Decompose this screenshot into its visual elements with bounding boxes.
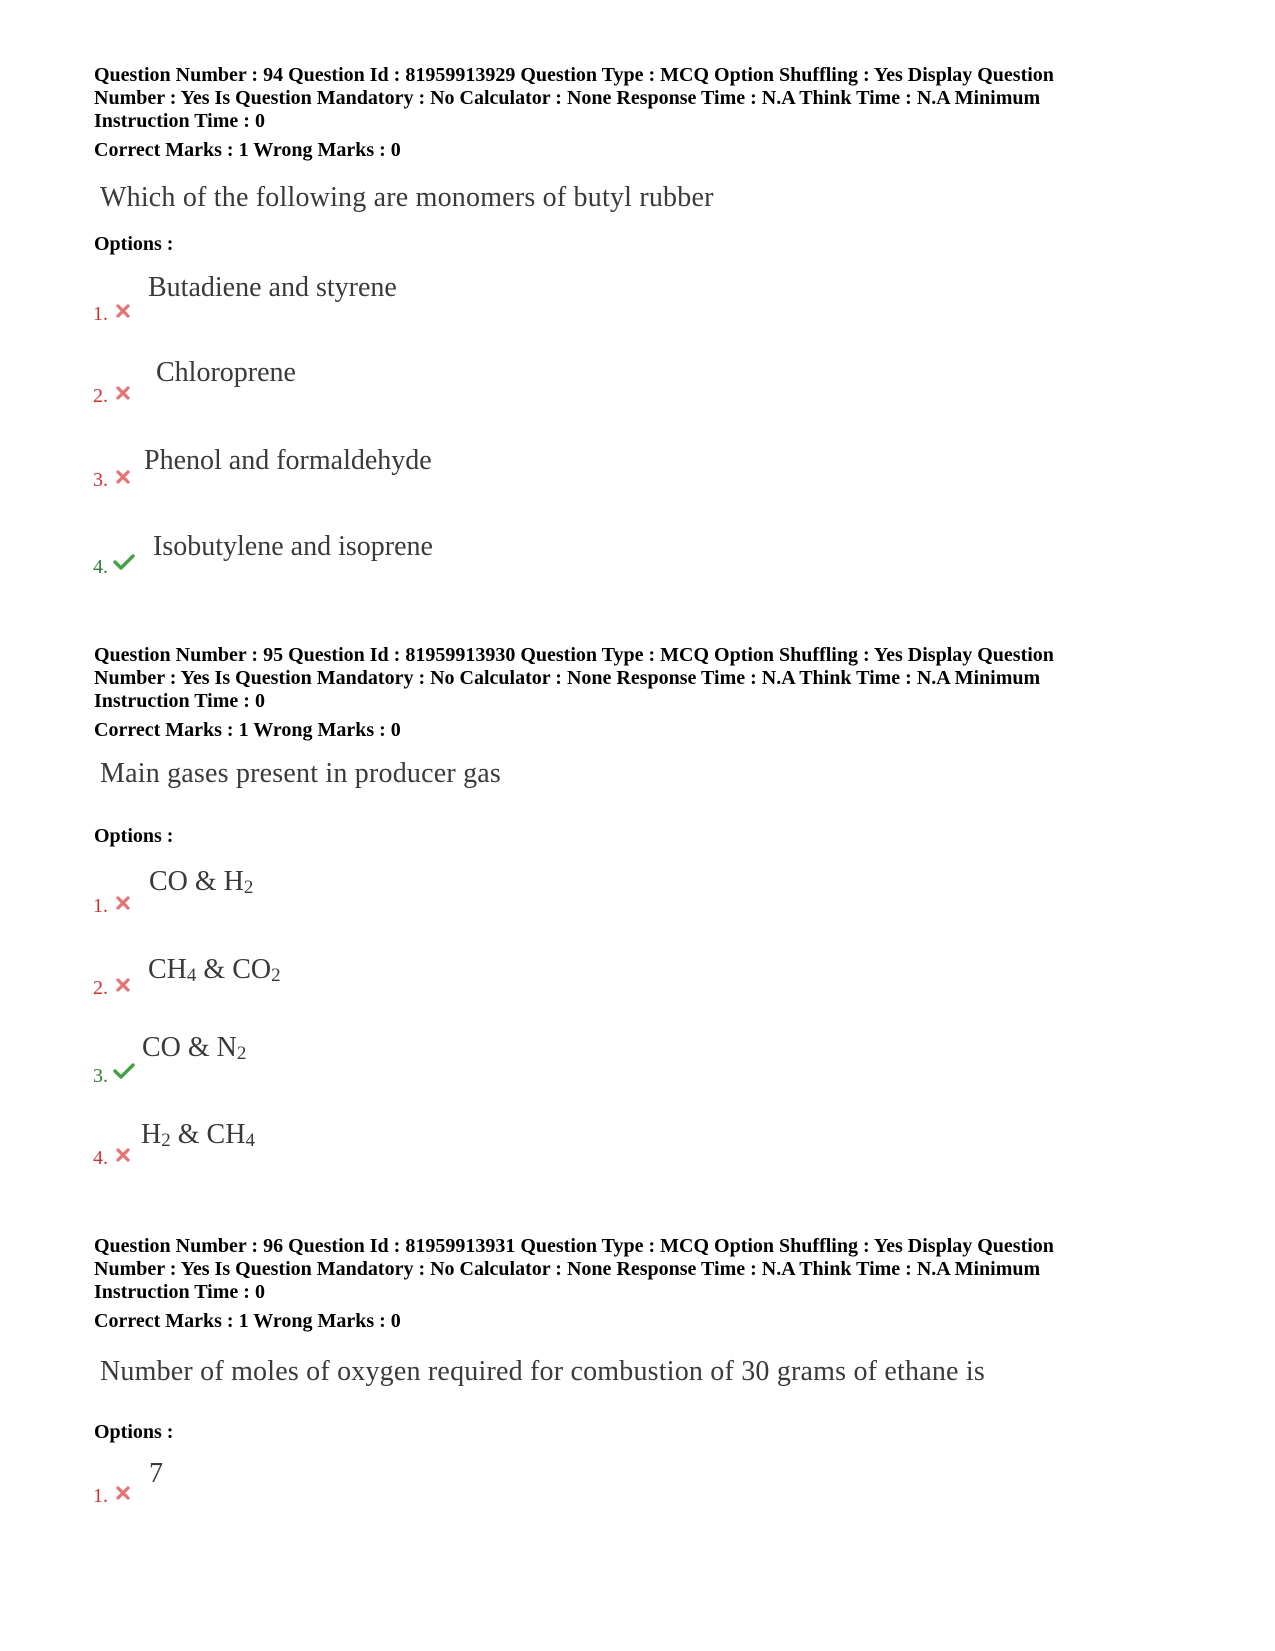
- cross-icon: [114, 384, 132, 402]
- question-meta-line: Instruction Time : 0: [94, 110, 265, 132]
- cross-icon: [114, 894, 132, 912]
- option-text: Phenol and formaldehyde: [144, 445, 432, 476]
- option-text: Butadiene and styrene: [148, 272, 397, 303]
- question-meta-line: Instruction Time : 0: [94, 1281, 265, 1303]
- option-text: 7: [149, 1458, 163, 1489]
- check-icon: [113, 1062, 135, 1080]
- option-number: 4.: [93, 1147, 108, 1169]
- question-meta-line: Question Number : 96 Question Id : 81959913931 Question Type : MCQ Option Shuffling : Yes Display Question: [94, 1235, 1054, 1257]
- question-text: Which of the following are monomers of butyl rubber: [100, 182, 714, 213]
- question-meta-line: Number : Yes Is Question Mandatory : No Calculator : None Response Time : N.A Think Time : N.A Minimum: [94, 1258, 1041, 1280]
- cross-icon: [114, 468, 132, 486]
- cross-icon: [114, 302, 132, 320]
- option-text: Isobutylene and isoprene: [153, 531, 433, 562]
- options-label: Options :: [94, 825, 174, 847]
- option-number: 2.: [93, 977, 108, 999]
- cross-icon: [114, 1484, 132, 1502]
- marks-line: Correct Marks : 1 Wrong Marks : 0: [94, 719, 401, 741]
- options-label: Options :: [94, 233, 174, 255]
- question-meta-line: Number : Yes Is Question Mandatory : No Calculator : None Response Time : N.A Think Time : N.A Minimum: [94, 667, 1041, 689]
- question-text: Number of moles of oxygen required for combustion of 30 grams of ethane is: [100, 1356, 985, 1387]
- subscript: 4: [186, 964, 197, 986]
- question-meta-line: Question Number : 95 Question Id : 81959913930 Question Type : MCQ Option Shuffling : Yes Display Question: [94, 644, 1054, 666]
- question-meta-line: Question Number : 94 Question Id : 81959913929 Question Type : MCQ Option Shuffling : Yes Display Question: [94, 64, 1054, 86]
- question-meta-line: Instruction Time : 0: [94, 690, 265, 712]
- option-number: 3.: [93, 469, 108, 491]
- subscript: 2: [271, 964, 281, 986]
- option-number: 1.: [93, 895, 108, 917]
- subscript: 2: [161, 1129, 171, 1151]
- question-meta-line: Number : Yes Is Question Mandatory : No Calculator : None Response Time : N.A Think Time : N.A Minimum: [94, 87, 1041, 109]
- subscript: 4: [245, 1129, 255, 1151]
- marks-line: Correct Marks : 1 Wrong Marks : 0: [94, 1310, 401, 1332]
- cross-icon: [114, 1146, 132, 1164]
- marks-line: Correct Marks : 1 Wrong Marks : 0: [94, 139, 401, 161]
- option-number: 1.: [93, 303, 108, 325]
- option-number: 4.: [93, 556, 108, 578]
- option-number: 1.: [93, 1485, 108, 1507]
- option-text: CO & $N_2$: [142, 1032, 247, 1064]
- subscript: 2: [236, 1042, 247, 1064]
- option-text: CO & $H_2$: [149, 866, 254, 898]
- cross-icon: [114, 976, 132, 994]
- option-text: Chloroprene: [156, 357, 296, 388]
- options-label: Options :: [94, 1421, 174, 1443]
- check-icon: [113, 553, 135, 571]
- option-text: $H_2$ & $CH_4$: [141, 1119, 255, 1151]
- option-number: 3.: [93, 1065, 108, 1087]
- question-text: Main gases present in producer gas: [100, 758, 502, 789]
- option-number: 2.: [93, 385, 108, 407]
- option-text: $CH_4$ & $CO_2$: [148, 954, 281, 986]
- subscript: 2: [243, 876, 254, 898]
